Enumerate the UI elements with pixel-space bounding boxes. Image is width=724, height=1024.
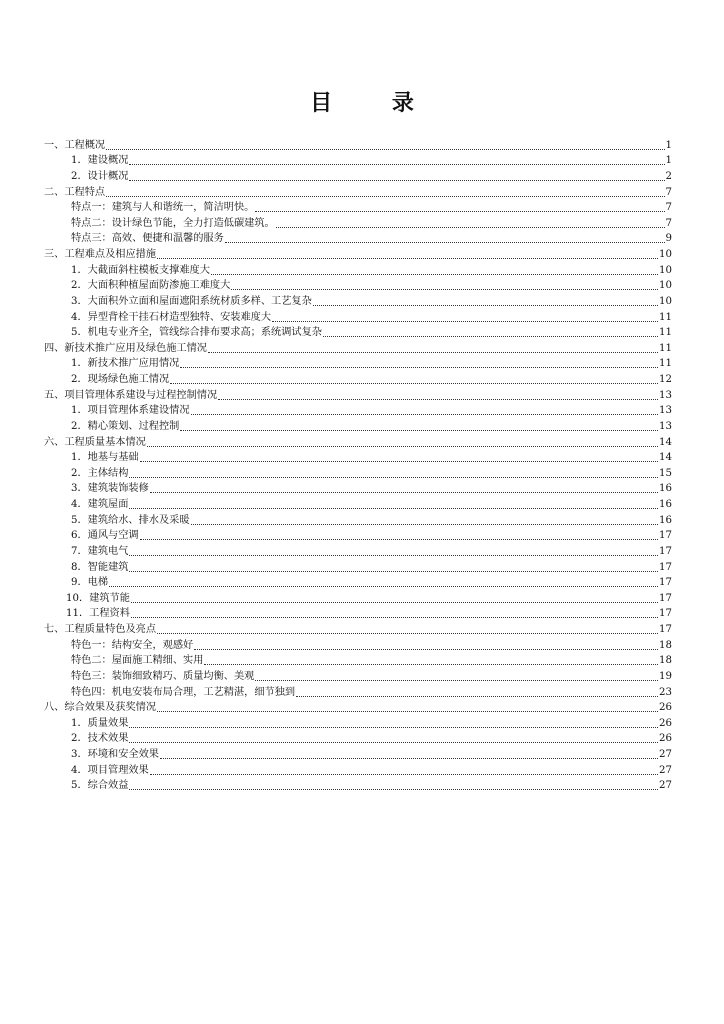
- toc-subsection-entry[interactable]: [0, 542, 724, 558]
- dot-leader: [129, 554, 658, 556]
- toc-subsection-entry[interactable]: [0, 574, 724, 590]
- toc-page-number: 27: [659, 764, 672, 776]
- toc-page-number: 17: [659, 624, 672, 635]
- dot-leader: [129, 570, 658, 572]
- dot-leader: [313, 304, 658, 306]
- toc-entry-title: 1．项目管理体系建设情况: [71, 405, 190, 417]
- toc-page-number: 15: [659, 467, 672, 479]
- toc-page-number: 26: [659, 717, 672, 729]
- toc-entry-title: 二、工程特点: [44, 186, 106, 198]
- toc-page-number: 17: [659, 608, 672, 620]
- toc-page-number: 17: [659, 561, 672, 573]
- dot-leader: [140, 538, 658, 540]
- table-of-contents: [0, 136, 724, 792]
- dot-leader: [150, 491, 658, 493]
- toc-page-number: 26: [659, 733, 672, 745]
- toc-page-number: 17: [659, 592, 672, 604]
- toc-entry-title: 特色三：装饰细致精巧、质量均衡、美观: [71, 670, 255, 682]
- toc-subsection-entry[interactable]: [0, 480, 724, 496]
- dot-leader: [157, 632, 658, 634]
- toc-subsection-entry[interactable]: [0, 636, 724, 652]
- toc-page-number: 18: [659, 639, 672, 651]
- dot-leader: [129, 507, 658, 509]
- toc-page-number: 2: [665, 170, 672, 182]
- toc-section-entry[interactable]: [0, 183, 724, 199]
- toc-page-number: 7: [665, 217, 672, 229]
- dot-leader: [208, 351, 658, 353]
- toc-page-number: 19: [659, 670, 672, 682]
- toc-entry-title: 一、工程概况: [44, 139, 106, 151]
- toc-page-number: 7: [665, 186, 672, 198]
- toc-subsection-entry[interactable]: [0, 214, 724, 230]
- dot-leader: [231, 288, 658, 290]
- toc-subsection-entry[interactable]: [0, 527, 724, 543]
- toc-entry-title: 1．质量效果: [71, 717, 129, 729]
- toc-subsection-entry[interactable]: [0, 449, 724, 465]
- dot-leader: [129, 179, 664, 181]
- toc-page-number: 12: [659, 374, 672, 385]
- toc-page-number: 16: [659, 483, 672, 495]
- toc-subsection-entry[interactable]: [0, 589, 724, 605]
- toc-entry-title: 1．新技术推广应用情况: [71, 358, 180, 370]
- toc-entry-title: 4．建筑屋面: [71, 499, 129, 510]
- dot-leader: [129, 476, 658, 478]
- toc-section-entry[interactable]: [0, 136, 724, 152]
- toc-entry-title: 三、工程难点及相应措施: [44, 249, 157, 260]
- toc-section-entry[interactable]: [0, 339, 724, 355]
- toc-entry-title: 8．智能建筑: [71, 561, 129, 573]
- dot-leader: [323, 335, 658, 337]
- toc-section-entry[interactable]: [0, 620, 724, 636]
- toc-entry-title: 1．地基与基础: [71, 452, 139, 464]
- dot-leader: [218, 398, 658, 400]
- toc-subsection-entry[interactable]: [0, 730, 724, 746]
- dot-leader: [276, 226, 665, 228]
- toc-entry-title: 2．现场绿色施工情况: [71, 374, 170, 385]
- toc-page-number: 27: [659, 780, 672, 792]
- dot-leader: [255, 210, 664, 212]
- toc-subsection-entry[interactable]: [0, 667, 724, 683]
- dot-leader: [225, 241, 665, 243]
- toc-section-entry[interactable]: [0, 245, 724, 261]
- toc-page-number: 11: [659, 358, 672, 370]
- dot-leader: [160, 757, 658, 759]
- toc-subsection-entry[interactable]: [0, 761, 724, 777]
- toc-page-number: 16: [659, 499, 672, 510]
- dot-leader: [194, 648, 658, 650]
- toc-subsection-entry[interactable]: [0, 230, 724, 246]
- dot-leader: [131, 601, 658, 603]
- toc-entry-title: 3．环境和安全效果: [71, 749, 159, 760]
- toc-entry-title: 9．电梯: [71, 577, 109, 589]
- toc-entry-title: 四、新技术推广应用及绿色施工情况: [44, 342, 207, 354]
- toc-entry-title: 特点一：建筑与人和谐统一，简洁明快。: [71, 202, 255, 214]
- toc-page-number: 1: [665, 155, 672, 167]
- toc-page-number: 17: [659, 577, 672, 589]
- toc-entry-title: 五、项目管理体系建设与过程控制情况: [44, 389, 218, 401]
- dot-leader: [106, 148, 664, 150]
- toc-entry-title: 2．大面积种植屋面防渗施工难度大: [71, 280, 231, 292]
- toc-section-entry[interactable]: [0, 433, 724, 449]
- toc-subsection-entry[interactable]: [0, 558, 724, 574]
- toc-entry-title: 5．机电专业齐全，管线综合排布要求高；系统调试复杂: [71, 327, 322, 339]
- dot-leader: [129, 788, 658, 790]
- toc-page-number: 16: [659, 514, 672, 526]
- toc-subsection-entry[interactable]: [0, 745, 724, 761]
- toc-page-number: 10: [659, 264, 672, 276]
- toc-page-number: 7: [665, 202, 672, 214]
- toc-entry-title: 1．建设概况: [71, 155, 129, 167]
- toc-entry-title: 1．大截面斜柱模板支撑难度大: [71, 264, 210, 276]
- dot-leader: [140, 460, 658, 462]
- dot-leader: [129, 726, 658, 728]
- toc-page-number: 26: [659, 702, 672, 714]
- toc-subsection-entry[interactable]: [0, 714, 724, 730]
- dot-leader: [157, 257, 658, 259]
- dot-leader: [191, 523, 658, 525]
- toc-subsection-entry[interactable]: [0, 464, 724, 480]
- toc-entry-title: 六、工程质量基本情况: [44, 436, 146, 448]
- toc-page-number: 13: [659, 389, 672, 401]
- dot-leader: [170, 382, 658, 384]
- dot-leader: [129, 163, 664, 165]
- toc-subsection-entry[interactable]: [0, 370, 724, 386]
- dot-leader: [109, 585, 658, 587]
- dot-leader: [211, 273, 658, 275]
- toc-subsection-entry[interactable]: [0, 683, 724, 699]
- dot-leader: [106, 195, 664, 197]
- toc-section-entry[interactable]: [0, 386, 724, 402]
- toc-entry-title: 特色二：屋面施工精细、实用: [71, 655, 204, 667]
- toc-page-number: 1: [665, 139, 672, 151]
- toc-entry-title: 4．异型背栓干挂石材造型独特、安装难度大: [71, 311, 272, 323]
- toc-page-number: 10: [659, 295, 672, 307]
- toc-subsection-entry[interactable]: [0, 324, 724, 340]
- toc-page-number: 14: [659, 452, 672, 464]
- toc-page-number: 17: [659, 545, 672, 557]
- dot-leader: [191, 413, 658, 415]
- toc-entry-title: 5．综合效益: [71, 780, 129, 792]
- toc-subsection-entry[interactable]: [0, 277, 724, 293]
- toc-entry-title: 11．工程资料: [66, 608, 130, 620]
- toc-page-number: 10: [659, 249, 672, 260]
- toc-subsection-entry[interactable]: [0, 199, 724, 215]
- page-title: 目 录: [310, 91, 440, 116]
- toc-entry-title: 2．主体结构: [71, 467, 129, 479]
- toc-entry-title: 3．大面积外立面和屋面遮阳系统材质多样、工艺复杂: [71, 295, 312, 307]
- dot-leader: [272, 320, 658, 322]
- toc-subsection-entry[interactable]: [0, 152, 724, 168]
- toc-entry-title: 特点三：高效、便捷和温馨的服务: [71, 233, 224, 245]
- dot-leader: [157, 710, 658, 712]
- toc-subsection-entry[interactable]: [0, 777, 724, 793]
- toc-page-number: 11: [659, 327, 672, 339]
- toc-entry-title: 10．建筑节能: [66, 592, 130, 604]
- toc-subsection-entry[interactable]: [0, 261, 724, 277]
- dot-leader: [131, 616, 658, 618]
- toc-entry-title: 6．通风与空调: [71, 530, 139, 542]
- dot-leader: [150, 773, 658, 775]
- toc-page-number: 18: [659, 655, 672, 667]
- toc-subsection-entry[interactable]: [0, 417, 724, 433]
- dot-leader: [147, 445, 658, 447]
- toc-subsection-entry[interactable]: [0, 292, 724, 308]
- toc-entry-title: 七、工程质量特色及亮点: [44, 624, 157, 635]
- toc-page-number: 11: [659, 342, 672, 354]
- toc-page-number: 13: [659, 405, 672, 417]
- toc-page-number: 27: [659, 749, 672, 760]
- toc-entry-title: 2．技术效果: [71, 733, 129, 745]
- toc-entry-title: 八、综合效果及获奖情况: [44, 702, 157, 714]
- toc-subsection-entry[interactable]: [0, 402, 724, 418]
- dot-leader: [180, 366, 658, 368]
- toc-entry-title: 特点二：设计绿色节能，全力打造低碳建筑。: [71, 217, 275, 229]
- toc-page-number: 23: [659, 686, 672, 698]
- toc-page-number: 14: [659, 436, 672, 448]
- toc-subsection-entry[interactable]: [0, 511, 724, 527]
- toc-section-entry[interactable]: [0, 699, 724, 715]
- toc-page-number: 17: [659, 530, 672, 542]
- toc-page-number: 11: [659, 311, 672, 323]
- toc-entry-title: 4．项目管理效果: [71, 764, 149, 776]
- dot-leader: [255, 679, 658, 681]
- toc-entry-title: 特色四：机电安装布局合理，工艺精湛，细节独到: [71, 686, 296, 698]
- toc-subsection-entry[interactable]: [0, 605, 724, 621]
- dot-leader: [204, 663, 658, 665]
- toc-page-number: 10: [659, 280, 672, 292]
- toc-entry-title: 5．建筑给水、排水及采暖: [71, 514, 190, 526]
- dot-leader: [296, 695, 658, 697]
- dot-leader: [129, 741, 658, 743]
- toc-entry-title: 2．精心策划、过程控制: [71, 420, 180, 432]
- toc-subsection-entry[interactable]: [0, 355, 724, 371]
- toc-entry-title: 特色一：结构安全，观感好: [71, 639, 194, 651]
- toc-entry-title: 7．建筑电气: [71, 545, 129, 557]
- toc-entry-title: 2．设计概况: [71, 170, 129, 182]
- dot-leader: [180, 429, 658, 431]
- toc-page-number: 9: [665, 233, 672, 245]
- toc-subsection-entry[interactable]: [0, 652, 724, 668]
- toc-subsection-entry[interactable]: [0, 308, 724, 324]
- toc-subsection-entry[interactable]: [0, 167, 724, 183]
- toc-entry-title: 3．建筑装饰装修: [71, 483, 149, 495]
- toc-subsection-entry[interactable]: [0, 495, 724, 511]
- toc-page-number: 13: [659, 420, 672, 432]
